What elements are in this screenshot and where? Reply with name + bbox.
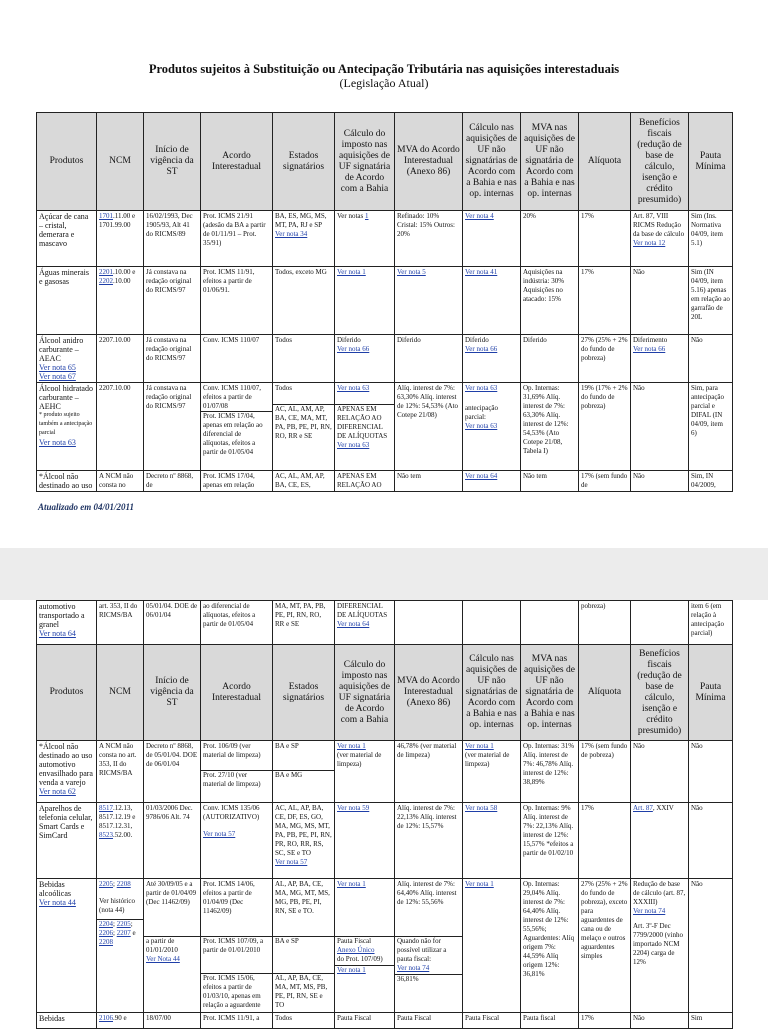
ncm-link[interactable]: 2208 [116, 880, 131, 888]
estados-cell: MA, MT, PA, PB, PE, PI, RN, RO, RR e SE [273, 601, 335, 645]
aliquota-cell: 17% [579, 211, 631, 267]
col-header: Acordo Interestadual [201, 645, 273, 741]
pauta-cell: Sim (IN 04/09, item 5.16) apenas em relação ao garrafão de 20L [689, 267, 733, 335]
estados-cell [273, 383, 335, 471]
ncm-text: Ver histórico (nota 44) [99, 897, 135, 914]
ncm-text: .11.00 e 1701.99.00 [99, 212, 136, 229]
calc-text: do Prot. 107/09) [337, 955, 383, 963]
beneficios-cell [631, 601, 689, 645]
col-header: Benefícios fiscais (redução de base de cálculo, isenção e crédito presumido) [631, 645, 689, 741]
acordo-cell [201, 879, 273, 1013]
col-header: Cálculo nas aquisições de UF não signatárias de Acordo com a Bahia e nas op. internas [463, 113, 521, 211]
estados-cell [273, 803, 335, 879]
pauta-cell: item 6 (em relação à antecipação parcial) [689, 601, 733, 645]
ncm-link[interactable]: 2202 [99, 277, 113, 285]
mvanao-cell: Não tem [521, 471, 579, 492]
col-header: Produtos [37, 645, 97, 741]
estados-cell: Todos [273, 335, 335, 383]
mva-cell [395, 601, 463, 645]
ncm-cell: 2205; 2208 Ver histórico (nota 44) 2204; 2205; 2206; 2207 e 2208 [97, 879, 144, 1013]
product-cell [37, 601, 97, 645]
mvanao-cell: 20% [521, 211, 579, 267]
pauta-cell: Sim [689, 1013, 733, 1029]
aliquota-cell: 17% [579, 267, 631, 335]
col-header: MVA nas aquisições de UF não signatária de Acordo com a Bahia e nas op. internas [521, 645, 579, 741]
calcnao-cell [463, 803, 521, 879]
calc-cell [335, 211, 395, 267]
nota-link[interactable]: Ver nota 65 [39, 363, 76, 372]
pauta-cell: Não [689, 879, 733, 1013]
pauta-cell: Não [689, 741, 733, 803]
nota-link[interactable]: Ver nota 12 [633, 239, 666, 247]
product-text: Álcool anidro carburante – AEAC [39, 336, 84, 363]
product-cell [37, 335, 97, 383]
estados-text: AC, AL, AP, BA, CE, DF, ES, GO, MA, MG, MS, MT, PA, PB, PE, PI, RN, PR, RO, RR, RS, SC, SE e TO [275, 804, 332, 857]
beneficios-text: Redução de base de cálculo (art. 87, XXXIII) [633, 880, 686, 906]
table-row [37, 383, 733, 471]
mva-cell: Pauta Fiscal [395, 1013, 463, 1029]
mvanao-cell: Op. Internas: 9% Alíq. interest de 7%: 22,13% Alíq. interest de 12%: 15,57% *efeitos a partir de 01/02/10 [521, 803, 579, 879]
acordo-cell: Prot. ICMS 17/04, apenas em relação [201, 471, 273, 492]
ncm-link[interactable]: 8517 [99, 804, 113, 812]
nota-link[interactable]: Ver nota 44 [39, 898, 76, 907]
ncm-link[interactable]: 2207 [116, 929, 131, 937]
pauta-cell: Sim, IN 04/2009, [689, 471, 733, 492]
col-header: MVA nas aquisições de UF não signatária de Acordo com a Bahia e nas op. internas [521, 113, 579, 211]
ncm-cell [97, 803, 144, 879]
mva-cell: Alíq. interest de 7%: 63,30% Alíq. interest de 12%: 54,53% (Ato Cotepe 21/08) [395, 383, 463, 471]
calc-cell [335, 803, 395, 879]
estados-cell [273, 211, 335, 267]
mvanao-cell: Pauta fiscal [521, 1013, 579, 1029]
beneficios-cell: Não [631, 1013, 689, 1029]
calc-text: APENAS EM RELAÇÃO AO DIFERENCIAL DE ALÍQUOTAS [335, 404, 394, 441]
ncm-text: .10.00 [113, 277, 131, 285]
table-row [37, 1013, 733, 1029]
table-row [37, 471, 733, 492]
calcnao-text: antecipação parcial: [465, 404, 499, 421]
product-text: Álcool hidratado carburante – AEHC [39, 384, 93, 411]
acordo-text: Prot. ICMS 17/04, apenas em relação ao diferencial de alíquotas, efeitos a partir de 01/05/04 [201, 411, 272, 457]
aliquota-cell: 17% [579, 803, 631, 879]
product-text: automotivo transportado a granel [39, 602, 85, 629]
estados-text: Todos [275, 384, 293, 392]
nota-link[interactable]: Ver nota 64 [337, 620, 370, 628]
col-header: Cálculo do imposto nas aquisições de UF signatária de Acordo com a Bahia [335, 645, 395, 741]
aliquota-cell: 27% (25% + 2% do fundo de pobreza), exceto para aguardentes de cana ou de melaço e outros aguardentes simples [579, 879, 631, 1013]
nota-link[interactable]: Ver nota 64 [465, 472, 498, 480]
nota-link[interactable]: Ver nota 1 [465, 742, 494, 750]
ncm-cell: 2207.10.00 [97, 335, 144, 383]
inicio-cell: 18/07/00 [144, 1013, 201, 1029]
inicio-cell: Decreto nº 8868, de 05/01/04. DOE de 06/01/04 [144, 741, 201, 803]
beneficios-text: , XXIV [652, 804, 674, 812]
calcnao-cell [463, 471, 521, 492]
acordo-cell: ao diferencial de alíquotas, efeitos a partir de 01/05/04 [201, 601, 273, 645]
mva-cell: Alíq. interest de 7%: 22,13% Alíq. interest de 12%: 15,57% [395, 803, 463, 879]
product-cell: Aparelhos de telefonia celular, Smart Cards e SimCard [37, 803, 97, 879]
nota-link[interactable]: Ver nota 34 [275, 230, 308, 238]
inicio-cell: Já constava na redação original do RICMS/97 [144, 335, 201, 383]
acordo-cell [201, 741, 273, 803]
calc-cell [335, 601, 395, 645]
col-header: Acordo Interestadual [201, 113, 273, 211]
ncm-cell: A NCM não consta no art. 353, II do RICMS/BA [97, 741, 144, 803]
nota-link[interactable]: Ver nota 67 [39, 372, 76, 381]
nota-link[interactable]: Ver nota 5 [397, 268, 426, 276]
product-cell: Açúcar de cana – cristal, demerara e mascavo [37, 211, 97, 267]
estados-text: BA, ES, MG, MS, MT, PA, RJ e SP [275, 212, 327, 229]
ncm-cell [97, 211, 144, 267]
ncm-cell: art. 353, II do RICMS/BA [97, 601, 144, 645]
nota-link[interactable]: Ver nota 4 [465, 212, 494, 220]
mva-cell: Não tem [395, 471, 463, 492]
ncm-link[interactable]: 2205 [116, 920, 131, 928]
nota-link[interactable]: Ver nota 63 [337, 441, 370, 449]
nota-link[interactable]: Ver nota 58 [465, 804, 498, 812]
aliquota-cell: 27% (25% + 2% do fundo de pobreza) [579, 335, 631, 383]
calc-cell: APENAS EM RELAÇÃO AO [335, 471, 395, 492]
mvanao-cell: Aquisições na indústria: 30% Aquisições no atacado: 15% [521, 267, 579, 335]
acordo-text: Conv. ICMS 135/06 (AUTORIZATIVO) [203, 804, 260, 821]
nota-link[interactable]: Art. 87 [633, 804, 653, 812]
mva-text: Alíq. interest de 7%: 64,40% Alíq. interest de 12%: 55,56% [397, 880, 457, 906]
estados-text: AL, AP, BA, CE, MA, MG, MT, MS, MG, PB, PE, PI, RN, SE e TO. [275, 880, 330, 915]
aliquota-cell: pobreza) [579, 601, 631, 645]
col-header: Estados signatários [273, 113, 335, 211]
inicio-cell [144, 879, 201, 1013]
product-text: *Álcool não destinado ao uso automotivo envasilhado para venda a varejo [39, 742, 93, 787]
nota-link[interactable]: Ver Nota 44 [146, 955, 180, 963]
document-subtitle: (Legislação Atual) [339, 76, 429, 90]
acordo-cell [201, 383, 273, 471]
nota-link[interactable]: Ver nota 64 [39, 629, 76, 638]
mva-cell [395, 879, 463, 1013]
beneficios-cell: Não [631, 383, 689, 471]
col-header: NCM [97, 645, 144, 741]
mvanao-cell [521, 601, 579, 645]
calc-text: (ver material de limpeza) [337, 751, 382, 768]
nota-link[interactable]: Ver nota 63 [337, 384, 370, 392]
mva-cell [395, 267, 463, 335]
nota-link[interactable]: Ver nota 1 [337, 268, 366, 276]
inicio-cell: 01/03/2006 Dec. 9786/06 Alt. 74 [144, 803, 201, 879]
aliquota-cell: 17% (sem fundo de [579, 471, 631, 492]
calc-cell: Pauta Fiscal [335, 1013, 395, 1029]
inicio-cell: Decreto nº 8868, de [144, 471, 201, 492]
col-header: Alíquota [579, 113, 631, 211]
pauta-cell: Sim, para antecipação parcial e DIFAL (IN 04/09, item 6) [689, 383, 733, 471]
table-row [37, 803, 733, 879]
inicio-cell: Já constava na redação original do RICMS/97 [144, 267, 201, 335]
beneficios-cell [631, 803, 689, 879]
col-header: MVA do Acordo Interestadual (Anexo 86) [395, 645, 463, 741]
page-separator [0, 548, 768, 600]
nota-link[interactable]: Ver nota 74 [397, 964, 430, 972]
beneficios-cell [631, 335, 689, 383]
calc-cell [335, 335, 395, 383]
nota-link[interactable]: Ver nota 63 [39, 438, 76, 447]
ncm-text: .52.00. [113, 831, 133, 839]
ncm-link[interactable]: 2106 [99, 1014, 113, 1022]
table-row [37, 335, 733, 383]
acordo-cell [201, 803, 273, 879]
col-header: Pauta Mínima [689, 645, 733, 741]
calcnao-cell [463, 335, 521, 383]
ncm-text: .90 e [113, 1014, 127, 1022]
mva-text: Quando não for possível utilizar a pauta fiscal: [395, 936, 462, 964]
inicio-text: Até 30/09/05 e a partir de 01/04/09 (Dec 11462/09) [146, 880, 197, 906]
estados-text: AL, AP, BA, CE, MA, MT, MS, PB, PE, PI, RN, SE e TO [273, 973, 334, 1010]
estados-cell [273, 741, 335, 803]
aliquota-cell: 17% [579, 1013, 631, 1029]
inicio-text: a partir de 01/01/2010 [144, 936, 200, 955]
acordo-cell: Prot. ICMS 11/91, efeitos a partir de 01/06/91. [201, 267, 273, 335]
nota-link[interactable]: Ver nota 57 [203, 830, 236, 838]
product-cell: Bebidas [37, 1013, 97, 1029]
acordo-text: Prot. ICMS 14/06, efeitos a partir de 01/04/09 (Dec 11462/09) [203, 880, 255, 915]
beneficios-text: Art. 87, VIII RICMS Redução da base de cálculo [633, 212, 685, 238]
document-title: Produtos sujeitos à Substituição ou Antecipação Tributária nas aquisições interestaduais [148, 62, 620, 76]
nota-link[interactable]: Ver nota 74 [633, 907, 666, 915]
st-products-table-continued [36, 600, 733, 1029]
product-cell: Águas minerais e gasosas [37, 267, 97, 335]
beneficios-text: Art. 3º-F Dec 7799/2000 (vinho importado NCM 2204) carga de 12% [633, 922, 683, 966]
calc-text: Diferido [337, 336, 361, 344]
product-cell [37, 879, 97, 1013]
calcnao-text: Diferido [465, 336, 489, 344]
table-row [37, 601, 733, 645]
acordo-text: Prot. 106/09 (ver material de limpeza) [203, 742, 261, 759]
col-header: Cálculo nas aquisições de UF não signatárias de Acordo com a Bahia e nas op. internas [463, 645, 521, 741]
acordo-cell: Conv. ICMS 110/07 [201, 335, 273, 383]
nota-link[interactable]: Ver nota 66 [633, 345, 666, 353]
nota-link[interactable]: Ver nota 41 [465, 268, 498, 276]
table-row [37, 741, 733, 803]
aliquota-cell: 17% (sem fundo de pobreza) [579, 741, 631, 803]
col-header: Início de vigência da ST [144, 113, 201, 211]
inicio-cell: 16/02/1993, Dec 1905/93, Alt 41 do RICMS/89 [144, 211, 201, 267]
product-cell [37, 383, 97, 471]
table-row [37, 879, 733, 1013]
nota-link[interactable]: Ver nota 66 [337, 345, 370, 353]
acordo-text: Prot. ICMS 15/06, efeitos a partir de 01/03/10, apenas em relação a aguardente [201, 973, 272, 1010]
nota-link[interactable]: Ver nota 63 [465, 384, 498, 392]
calcnao-cell [463, 267, 521, 335]
mva-text: 36,81% [395, 974, 462, 984]
mvanao-cell: Op. Internas: 31,69% Alíq. interest de 7%: 63,30% Alíq. interest de 12%: 54,53% (Ato Cotepe 21/08, Tabela I) [521, 383, 579, 471]
pauta-cell: Sim (Ins. Normativa 04/09, item 5.1) [689, 211, 733, 267]
nota-link[interactable]: Ver nota 1 [337, 880, 366, 888]
beneficios-cell [631, 211, 689, 267]
col-header: Alíquota [579, 645, 631, 741]
calc-text: Pauta Fiscal [335, 936, 394, 946]
nota-link[interactable]: Ver nota 57 [275, 858, 308, 866]
nota-link[interactable]: Ver nota 1 [465, 880, 494, 888]
nota-link[interactable]: Ver nota 59 [337, 804, 370, 812]
product-cell: *Álcool não destinado ao uso [37, 471, 97, 492]
calc-cell [335, 879, 395, 1013]
calc-cell [335, 383, 395, 471]
calcnao-cell [463, 211, 521, 267]
mvanao-cell: Op. Internas: 29,04% Alíq. interest de 7%: 64,40% Alíq. interest de 12%: 55,56%; Aguardentes: Alíq origem 7%: 44,59% Alíq origem 12%: 36,81% [521, 879, 579, 1013]
mva-cell: Refinado: 10% Cristal: 15% Outros: 20% [395, 211, 463, 267]
ncm-link[interactable]: 2205 [99, 880, 113, 888]
nota-link[interactable]: Ver nota 1 [337, 742, 366, 750]
beneficios-cell: Não [631, 741, 689, 803]
nota-link[interactable]: Ver nota 63 [465, 422, 498, 430]
calc-text: DIFERENCIAL DE ALÍQUOTAS [337, 602, 388, 619]
nota-link[interactable]: 1 [365, 212, 369, 220]
calc-cell [335, 741, 395, 803]
acordo-text: Conv. ICMS 110/07, efeitos a partir de 01/07/08 [203, 384, 262, 410]
ncm-link[interactable]: 8523 [99, 831, 113, 839]
estados-text: BA e SP [275, 742, 299, 750]
calc-cell [335, 267, 395, 335]
inicio-cell: Já constava na redação original do RICMS/97 [144, 383, 201, 471]
updated-note: Atualizado em 04/01/2011 [38, 502, 135, 512]
col-header: Produtos [37, 113, 97, 211]
nota-link[interactable]: Anexo Único [337, 946, 375, 954]
ncm-link[interactable]: 2204 [99, 920, 113, 928]
ncm-text: .10.00 e [113, 268, 136, 276]
pauta-cell: Não [689, 335, 733, 383]
product-text: Bebidas alcoólicas [39, 880, 71, 898]
table-row [37, 211, 733, 267]
mva-cell: 46,78% (ver material de limpeza) [395, 741, 463, 803]
beneficios-cell [631, 879, 689, 1013]
document-page-2 [0, 600, 768, 1024]
pauta-cell: Não [689, 803, 733, 879]
col-header: Pauta Mínima [689, 113, 733, 211]
beneficios-text: Diferimento [633, 336, 668, 344]
calcnao-cell [463, 601, 521, 645]
col-header: MVA do Acordo Interestadual (Anexo 86) [395, 113, 463, 211]
calcnao-cell: Pauta Fiscal [463, 1013, 521, 1029]
estados-cell: Todos [273, 1013, 335, 1029]
nota-link[interactable]: Ver nota 66 [465, 345, 498, 353]
ncm-link[interactable]: 2206 [99, 929, 113, 937]
beneficios-cell: Não [631, 471, 689, 492]
table-header-row [37, 645, 733, 741]
nota-link[interactable]: Ver nota 62 [39, 787, 76, 796]
estados-text: BA e MG [273, 770, 334, 780]
ncm-cell: A NCM não consta no [97, 471, 144, 492]
inicio-cell: 05/01/04. DOE de 06/01/04 [144, 601, 201, 645]
mva-cell: Diferido [395, 335, 463, 383]
mvanao-cell: Diferido [521, 335, 579, 383]
ncm-cell [97, 1013, 144, 1029]
calcnao-text: (ver material de limpeza) [465, 751, 510, 768]
table-header-row [37, 113, 733, 211]
calcnao-cell [463, 383, 521, 471]
col-header: Benefícios fiscais (redução de base de cálculo, isenção e crédito presumido) [631, 113, 689, 211]
acordo-cell: Prot. ICMS 21/91 (adesão da BA a partir de 01/11/91 – Prot. 35/91) [201, 211, 273, 267]
calcnao-cell [463, 741, 521, 803]
estados-cell: Todos, exceto MG [273, 267, 335, 335]
ncm-link[interactable]: 1701 [99, 212, 113, 220]
estados-text: AC, AL, AM, AP, BA, CE, MA, MT, PA, PB, PE, PI, RN, RO, RR e SE [273, 404, 334, 441]
table-row [37, 267, 733, 335]
ncm-link[interactable]: 2208 [99, 938, 113, 946]
ncm-cell [97, 267, 144, 335]
acordo-cell: Prot. ICMS 11/91, a [201, 1013, 273, 1029]
estados-text: BA e SP [273, 936, 334, 973]
aliquota-cell: 19% (17% + 2% do fundo de pobreza) [579, 383, 631, 471]
product-note: * produto sujeito também a antecipação parcial [39, 412, 93, 436]
ncm-link[interactable]: 2201 [99, 268, 113, 276]
ncm-text: .12.13, 8517.12.19 e 8517.12.31, [99, 804, 136, 830]
acordo-text: Prot. ICMS 107/09, a partir de 01/01/2010 [201, 936, 272, 973]
calc-text: Ver notas [337, 212, 365, 220]
product-cell [37, 741, 97, 803]
st-products-table [36, 112, 733, 492]
estados-cell: AC, AL, AM, AP, BA, CE, ES, [273, 471, 335, 492]
beneficios-cell: Não [631, 267, 689, 335]
nota-link[interactable]: Ver nota 1 [335, 965, 394, 975]
col-header: Cálculo do imposto nas aquisições de UF signatária de Acordo com a Bahia [335, 113, 395, 211]
calcnao-cell [463, 879, 521, 1013]
estados-cell [273, 879, 335, 1013]
col-header: NCM [97, 113, 144, 211]
ncm-cell: 2207.10.00 [97, 383, 144, 471]
acordo-text: Prot. 27/10 (ver material de limpeza) [201, 770, 272, 789]
mvanao-cell: Op. Internas: 31% Alíq. interest de 7%: 46,78% Alíq. interest de 12%: 38,89% [521, 741, 579, 803]
col-header: Estados signatários [273, 645, 335, 741]
col-header: Início de vigência da ST [144, 645, 201, 741]
